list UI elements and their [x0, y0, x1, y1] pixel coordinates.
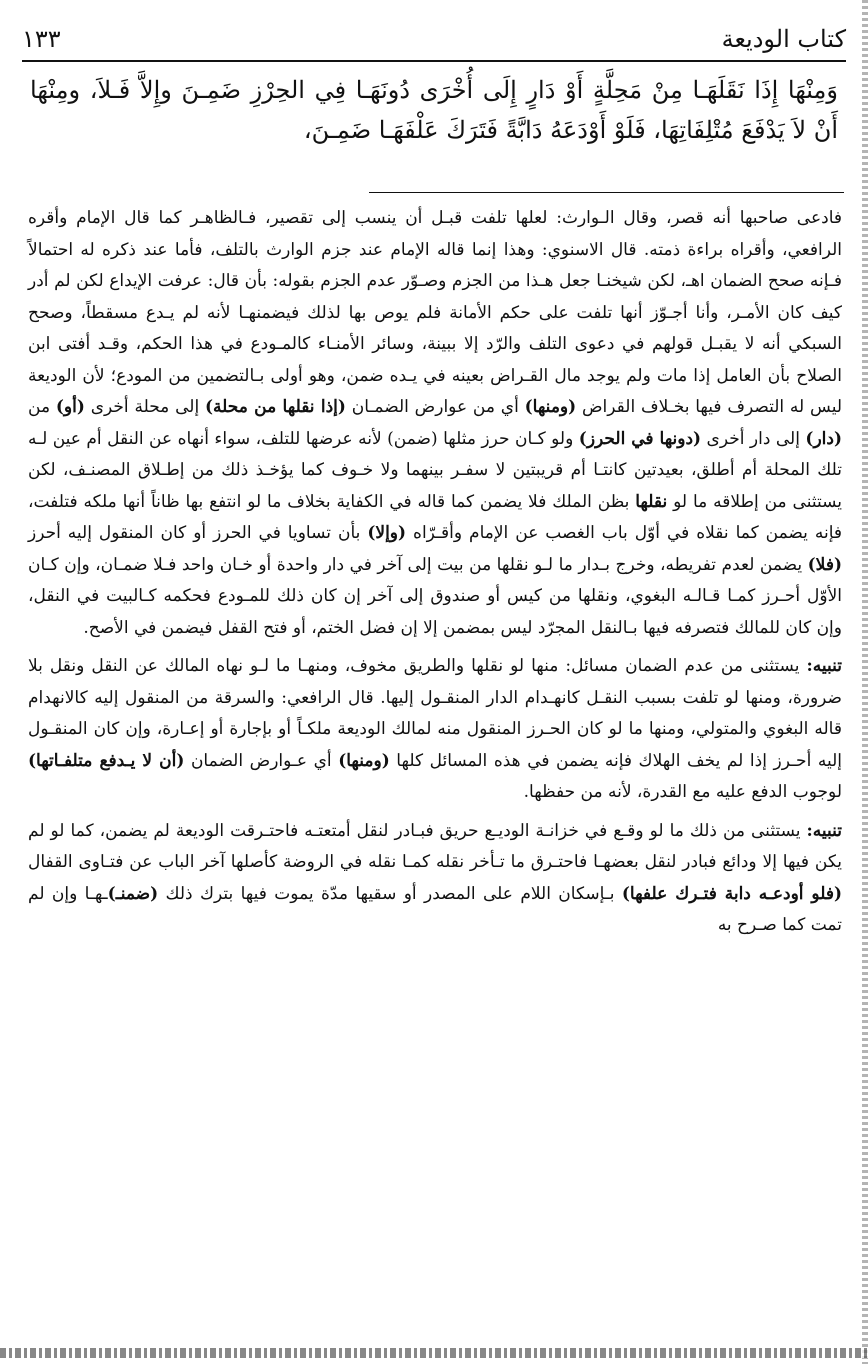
text-run: يستثنى من ذلك ما لو وقـع في خزانـة الوديـع حريق فبـادر لنقل أمتعتـه فاحتـرقت الوديعة لم يضمن، كما لو لم يكن فيها إلا ودائع فبادر لنقل بعضهـا فاحتـرق ما تـأخر نقله كمـا نقله في الروضة كأصلها آخر الباب عن فتـاوى القفال: [28, 820, 842, 872]
commentary-body: [28, 203, 842, 942]
highlighted-term: (وإلا): [367, 523, 407, 543]
commentary-paragraph: [28, 651, 842, 809]
matn-separator: [369, 192, 844, 193]
highlighted-term: (ومنها): [524, 397, 577, 417]
text-run: بـإسكان اللام على المصدر أو سقيها مدّة يموت فيها بترك ذلك: [158, 883, 622, 904]
text-run: ـهـا وإن لم تمت كما صـرح به: [28, 883, 842, 935]
text-run: بأن تساويا في الحرز أو كان المنقول إليه أحرز: [28, 523, 368, 543]
commentary-paragraph: [28, 816, 842, 942]
text-run: ولو كـان حرز مثلها (ضمن) لأنه عرضها للتلف، سواء أنهاه عن النقل أم عين لـه تلك المحلة أم أطلق، بعيدتين كانتـا أم قريبتين لا سفـر بينهما ولا خـوف كما يؤخـذ ذلك من إطـلاق المصنـف، لكن يستثنى من إطلاقه ما لو: [28, 428, 842, 512]
highlighted-term: (فلا): [807, 554, 842, 575]
text-run: من: [28, 397, 56, 417]
book-title: كتاب الوديعة: [721, 25, 846, 53]
highlighted-term: (دار): [805, 428, 842, 449]
text-run: يضمن لعدم تفريطه، وخرج بـدار ما لـو نقلها من بيت إلى آخر في دار واحدة أو خـان واحد فـلا ضمـان، وإن كـان الأوّل أحـرز كمـا قـالـه البغوي، ونقلها من كيس أو صندوق إلى آخر إن كان ذلك للمـودع فحكمه كـالبيت في النقل، وإن كان للمالك فتصرفه فيها بـالنقل المجرّد ليس بمضمن إلا إن فضل الختم، أو فتح القفل فيضمن في الأصح.: [28, 554, 842, 638]
text-run: لوجوب الدفع عليه مع القدرة، لأنه من حفظها.: [523, 782, 842, 802]
highlighted-term: تنبيه:: [806, 656, 842, 676]
highlighted-term: (ضمنـ): [107, 883, 159, 904]
text-run: أي من عوارض الضمـان: [345, 397, 525, 417]
highlighted-term: (دونها في الحرز): [578, 428, 702, 449]
header-rule: [22, 60, 846, 62]
page-header: [22, 20, 846, 58]
page-number: ١٣٣: [22, 25, 61, 53]
commentary-paragraph: [28, 203, 842, 644]
text-run: إلى محلة أخرى: [84, 397, 205, 417]
page-border-ornament: [862, 0, 868, 1364]
text-run: فادعى صاحبها أنه قصر، وقال الـوارث: لعلها تلفت قبـل أن ينسب إلى تقصير، فـالظاهـر كما قال الإمام وأقره الرافعي، وأقراه براءة ذمته. قال الاسنوي: وهذا إنما قاله الإمام عند جزم الوارث بالتلف، فأما عند ذكره له احتمالاً فـإنه صحح الضمان اهـ، لكن شيخنـا جعل هـذا من الجزم وصـوّر عدم الجزم بقوله: بأن قال: عرفت الإيداع لكن لم أدر كيف كان الأمـر، وأنا أجـوّز أنها تلفت على حكم الأمانة فلم يوص بها لذلك فيضمنهـا لأنه لم يـدع مسقطاً، وصحح السبكي أنه لا يقبـل قولهم في دعوى التلف والرّد إلا ببينة، وسائر الأمنـاء كالمـودع في هذا الحكم، وقـد أفتى ابن الصلاح بأن العامل إذا مات ولم يوجد مال القـراض بعينه في يـده ضمن، وهو أولى بـالتضمين من المودع؛ لأن الوديعة ليس له التصرف فيها بخـلاف القراض: [28, 208, 843, 417]
page-border-ornament-bottom: [0, 1348, 868, 1358]
matn-text: وَمِنْهَا إِذَا نَقَلَهَـا مِنْ مَحِلَّةٍ أَوْ دَارٍ إِلَى أُخْرَى دُونَهَـا فِي الحِرْزِ ضَمِـنَ وإِلاَّ فَـلاَ، ومِنْهَا أَنْ لاَ يَدْفَعَ مُتْلِفَاتِهَا، فَلَوْ أَوْدَعَهُ دَابَّةً فَتَرَكَ عَلْفَهَـا ضَمِـنَ،: [30, 76, 838, 144]
highlighted-term: نقلها: [635, 491, 668, 512]
highlighted-term: (أن لا يـدفع متلفـاتها): [28, 750, 185, 771]
highlighted-term: (إذا نقلها من محلة): [204, 397, 346, 417]
text-run: إلى دار أخرى: [701, 428, 806, 449]
highlighted-term: تنبيه:: [806, 820, 842, 841]
highlighted-term: (ومنها): [338, 750, 390, 771]
highlighted-term: (فلو أودعـه دابة فتـرك علفها): [621, 883, 842, 904]
text-run: بظن الملك فلا يضمن كما قاله في الكفاية بخلاف ما لو انتفع بها ظاناً أنها ملكه فتلفت، فإنه يضمن كما نقلاه في أوّل باب الغصب عن الإمام وأقـرّاه: [28, 491, 843, 543]
text-run: يستثنى من عدم الضمان مسائل: منها لو نقلها والطريق مخوف، ومنهـا ما لـو نهاه المالك عن النقل ونقل بلا ضرورة، ومنها لو تلفت بسبب النقـل كانهـدام الدار المنقـول إليها. قال الرافعي: والسرقة من المنقول إليه كالانهدام قاله البغوي والمتولي، ومنها ما لو كان الحـرز المنقول منه لمالك الوديعة ملكـاً أو بإجارة أو إعـارة، وإن كان المنقـول إليه أحـرز إذا لم يخف الهلاك فإنه يضمن في هذه المسائل كلها: [28, 656, 842, 771]
text-run: أي عـوارض الضمان: [184, 750, 339, 771]
highlighted-term: (أو): [55, 397, 85, 417]
